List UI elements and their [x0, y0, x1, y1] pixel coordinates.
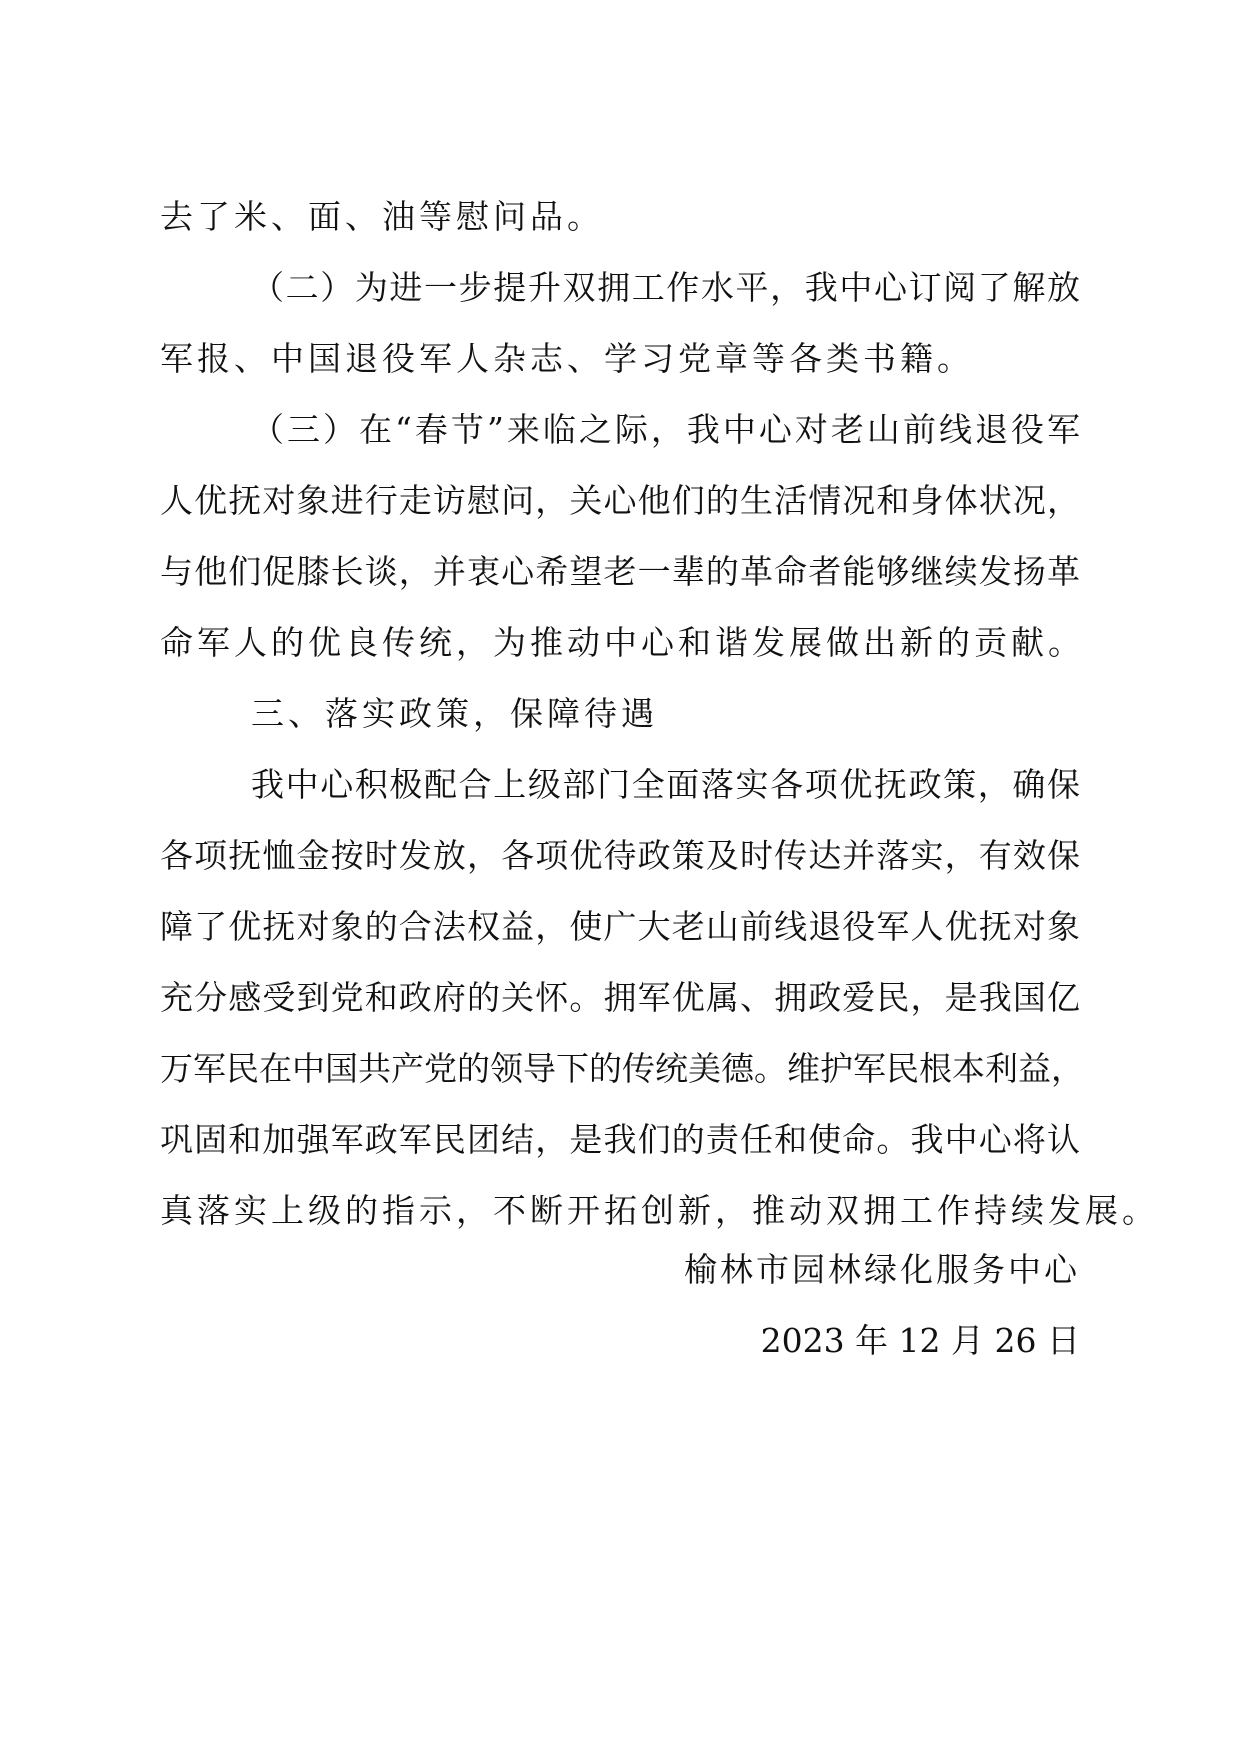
body-line: 巩固和加强军政军民团结，是我们的责任和使命。我中心将认: [160, 1120, 1080, 1159]
body-line: 命军人的优良传统，为推动中心和谐发展做出新的贡献。: [160, 623, 1085, 662]
signature-organization: 榆林市园林绿化服务中心: [684, 1250, 1080, 1289]
body-line: 人优抚对象进行走访慰问，关心他们的生活情况和身体状况，: [160, 481, 1080, 520]
body-line: 充分感受到党和政府的关怀。拥军优属、拥政爱民，是我国亿: [160, 978, 1080, 1017]
body-line: 去了米、面、油等慰问品。: [160, 197, 604, 236]
body-line: 真落实上级的指示，不断开拓创新，推动双拥工作持续发展。: [160, 1191, 1159, 1230]
section-heading: 三、落实政策，保障待遇: [251, 694, 658, 733]
body-line: 我中心积极配合上级部门全面落实各项优抚政策，确保: [251, 765, 1080, 804]
signature-date: 2023 年 12 月 26 日: [760, 1321, 1080, 1360]
body-line: （三）在“春节”来临之际，我中心对老山前线退役军: [251, 410, 1080, 449]
document-body: [160, 181, 1159, 1246]
body-line: 军报、中国退役军人杂志、学习党章等各类书籍。: [160, 339, 974, 378]
signature-block: [684, 1234, 1080, 1376]
body-line: 各项抚恤金按时发放，各项优待政策及时传达并落实，有效保: [160, 836, 1080, 875]
body-line: 万军民在中国共产党的领导下的传统美德。维护军民根本利益，: [160, 1049, 1084, 1088]
body-line: （二）为进一步提升双拥工作水平，我中心订阅了解放: [251, 268, 1080, 307]
body-line: 与他们促膝长谈，并衷心希望老一辈的革命者能够继续发扬革: [160, 552, 1080, 591]
body-line: 障了优抚对象的合法权益，使广大老山前线退役军人优抚对象: [160, 907, 1080, 946]
